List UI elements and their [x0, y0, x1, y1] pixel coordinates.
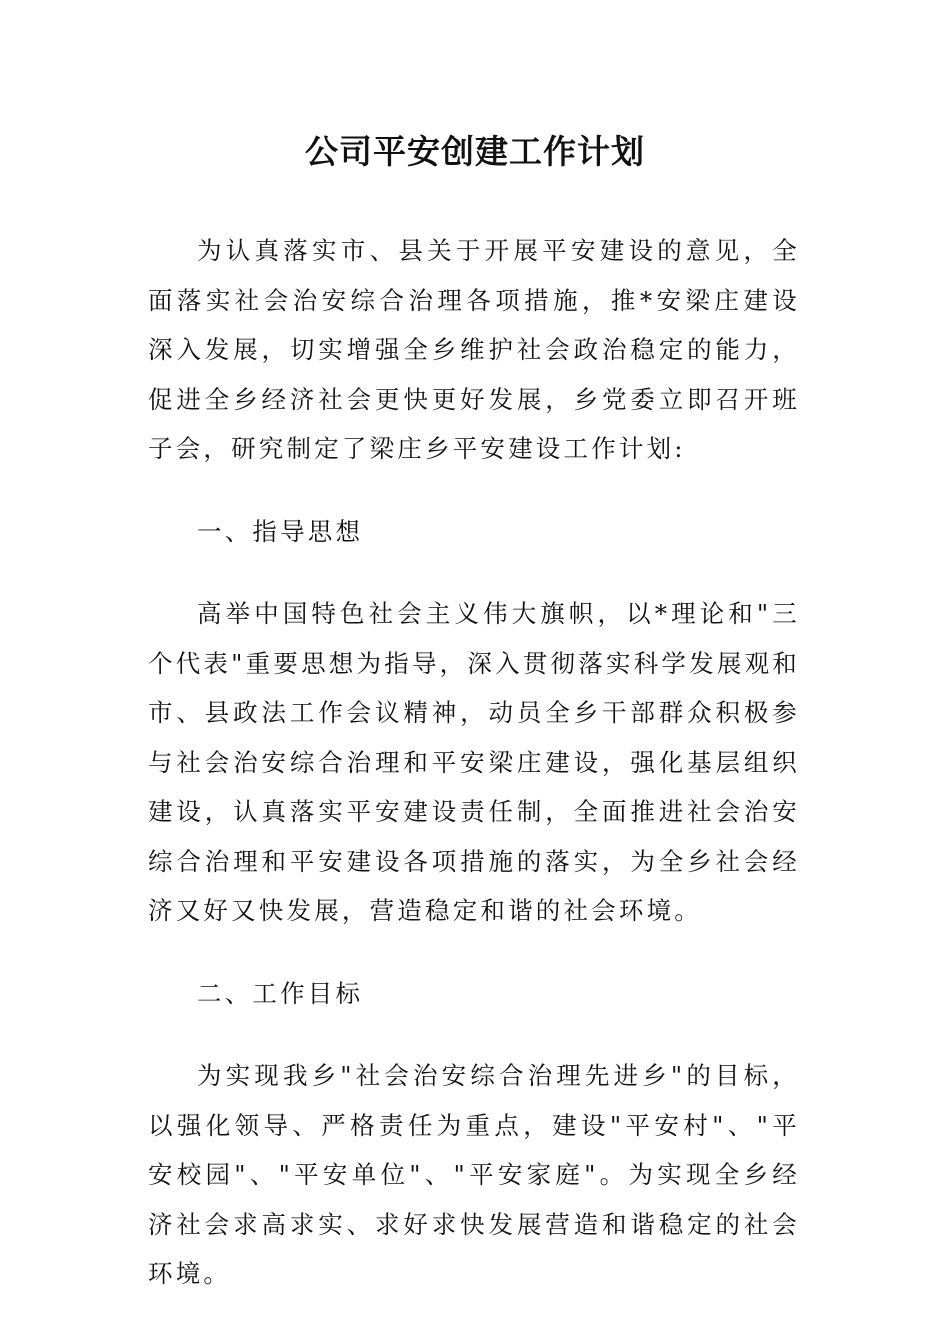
section-heading-work-goals: 二、工作目标 — [197, 978, 364, 1008]
section-heading-guiding-ideology: 一、指导思想 — [197, 516, 364, 546]
paragraph-guiding-ideology: 高举中国特色社会主义伟大旗帜，以*理论和"三个代表"重要思想为指导，深入贯彻落实科学发展观和市、县政法工作会议精神，动员全乡干部群众积极参与社会治安综合治理和平安梁庄建设，强化基层组织建设，认真落实平安建设责任制，全面推进社会治安综合治理和平安建设各项措施的落实，为全乡社会经济又好又快发展，营造稳定和谐的社会环境。 — [148, 599, 800, 925]
paragraph-work-goals: 为实现我乡"社会治安综合治理先进乡"的目标，以强化领导、严格责任为重点，建设"平安村"、"平安校园"、"平安单位"、"平安家庭"。为实现全乡经济社会求高求实、求好求快发展营造和谐稳定的社会环境。 — [148, 1061, 800, 1288]
document-title: 公司平安创建工作计划 — [305, 132, 645, 171]
document-body — [148, 226, 800, 1332]
paragraph-intro: 为认真落实市、县关于开展平安建设的意见，全面落实社会治安综合治理各项措施，推*安梁庄建设深入发展，切实增强全乡维护社会政治稳定的能力，促进全乡经济社会更快更好发展，乡党委立即召开班子会，研究制定了梁庄乡平安建设工作计划: — [148, 236, 800, 463]
